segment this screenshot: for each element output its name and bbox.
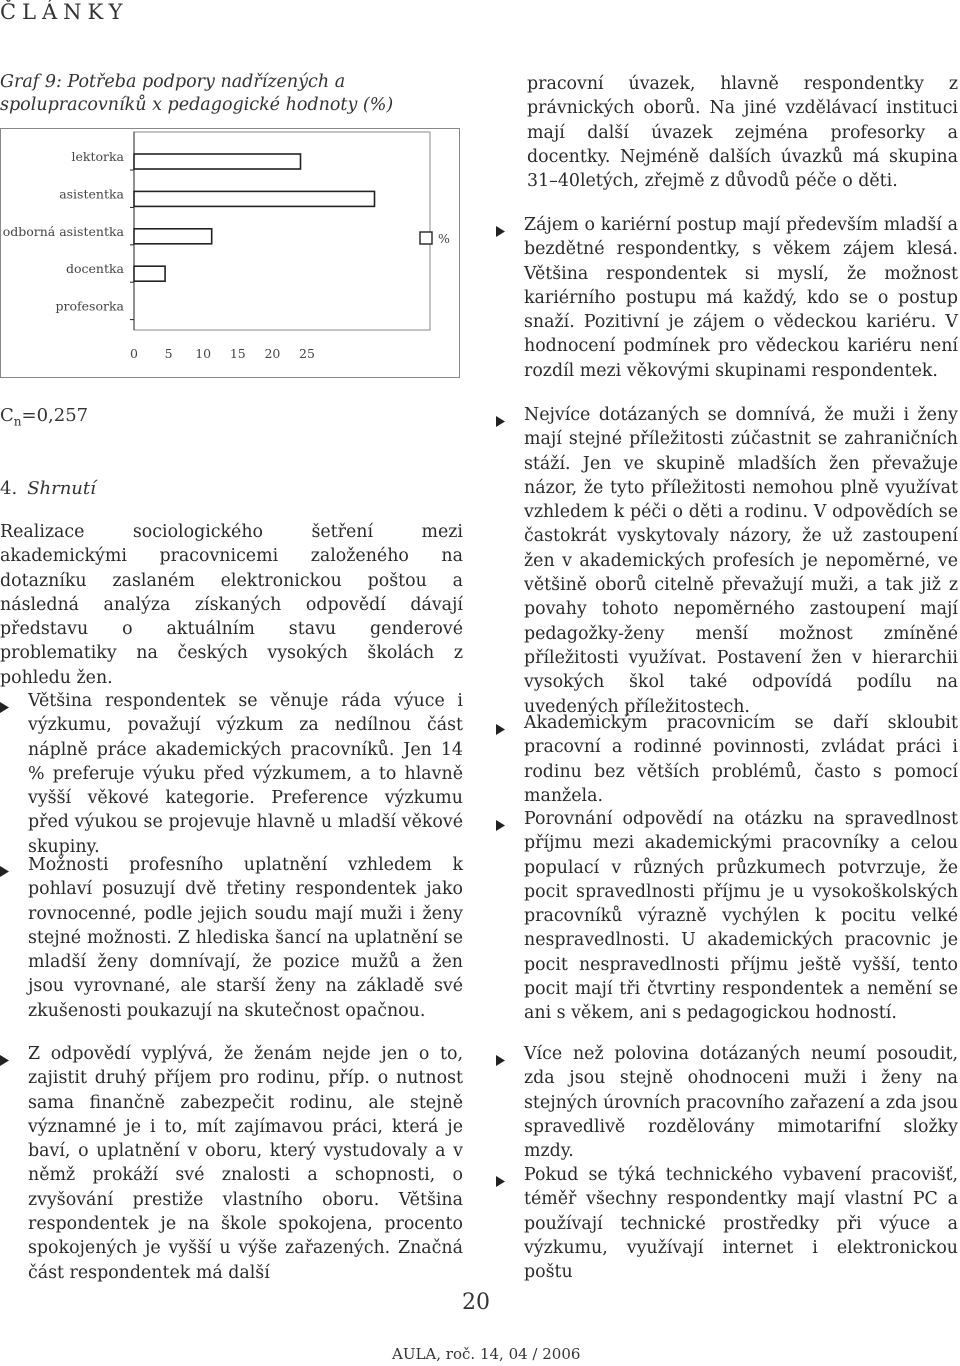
bar-chart-svg bbox=[0, 128, 460, 378]
x-tick-label: 5 bbox=[164, 346, 173, 361]
bullet-text: Porovnání odpovědí na otázku na spravedlnost příjmu mezi akademickými pracovníky a celou populací v různých průzkumech potvrzuje, že pocit spravedlnosti příjmu je u vysokoškolských pracovníků výrazně vychýlen k pocitu velké nespravedlnosti. U akademických pracovnic je pocit nespravedlnosti příjmu ještě vyšší, tento pocit mají tři čtvrtiny respondentek a nemění se ani s věkem, ani s pedagogickou hodností. bbox=[524, 809, 958, 1024]
category-label: odborná asistentka bbox=[2, 223, 124, 239]
bar bbox=[134, 154, 301, 169]
footer: AULA, roč. 14, 04 / 2006 bbox=[392, 1345, 581, 1363]
section-number: 4. bbox=[0, 478, 18, 499]
section-header: ČLÁNKY bbox=[0, 0, 129, 24]
bullet-icon bbox=[496, 1049, 505, 1060]
bar bbox=[134, 191, 375, 206]
bar bbox=[134, 266, 165, 281]
list-item bbox=[496, 403, 958, 719]
list-item bbox=[0, 1042, 463, 1285]
list-item bbox=[496, 1163, 958, 1284]
bullet-text: Z odpovědí vyplývá, že ženám nejde jen o to, zajistit druhý příjem pro rodinu, příp. o nutnost sama finančně zabezpečit rodinu, ale stejně významné je i to, mít zajímavou práci, která je baví, o uplatnění v oboru, který vystudovaly a v němž prokáží své znalosti a schopnosti, o zvyšování prestiže vlastního oboru. Většina respondentek je na škole spokojena, procento spokojených je vyšší u výše zařazených. Značná část respondentek má další bbox=[28, 1044, 463, 1283]
list-item bbox=[496, 213, 958, 383]
category-label: profesorka bbox=[55, 298, 124, 314]
cn-base: C bbox=[0, 405, 14, 426]
bullet-icon bbox=[496, 1170, 505, 1181]
list-item bbox=[0, 853, 463, 1023]
contingency-coefficient bbox=[0, 405, 88, 429]
page-number: 20 bbox=[462, 1290, 490, 1315]
legend-label: % bbox=[438, 231, 450, 246]
x-tick-label: 0 bbox=[130, 346, 138, 361]
bar bbox=[134, 229, 212, 244]
x-tick-label: 10 bbox=[195, 346, 212, 361]
cn-subscript: n bbox=[13, 414, 22, 429]
bullet-icon bbox=[0, 860, 9, 871]
x-tick-label: 15 bbox=[229, 346, 246, 361]
list-item bbox=[496, 807, 958, 1026]
continued-paragraph: pracovní úvazek, hlavně respondentky z právnických oborů. Na jiné vzdělávací instituci mají další úvazek zejména profesorky a docentky. Nejméně dalších úvazků má skupina 31–40letých, zřejmě z důvodů péče o děti. bbox=[527, 74, 958, 192]
bar-chart bbox=[0, 128, 460, 378]
bullet-icon bbox=[496, 220, 505, 231]
bullet-icon bbox=[496, 814, 505, 825]
section-title: Shrnutí bbox=[27, 478, 96, 499]
category-label: docentka bbox=[65, 261, 124, 277]
bullet-icon bbox=[0, 1049, 9, 1060]
bullet-text: Možnosti profesního uplatnění vzhledem k pohlaví posuzují dvě třetiny respondentek jako rovnocenné, podle jejich soudu mají muži i ženy stejné možnosti. Z hlediska šancí na uplatnění se mladší ženy domnívají, že pozice mužů a žen jsou vyrovnané, ale starší ženy na základě své zkušenosti poukazují na skutečnost opačnou. bbox=[28, 855, 463, 1021]
list-item bbox=[0, 689, 463, 859]
cn-value: =0,257 bbox=[21, 405, 89, 426]
x-tick-label: 25 bbox=[299, 346, 315, 361]
category-label: asistentka bbox=[59, 186, 124, 202]
bullet-text: Zájem o kariérní postup mají především mladší a bezdětné respondentky, s věkem zájem klesá. Většina respondentek si myslí, že možnost kariérního postupu má každý, kdo se o postup snaží. Pozitivní je zájem o vědeckou kariéru. V hodnocení podmínek pro vědeckou kariéru není rozdíl mezi věkovými skupinami respondentek. bbox=[524, 215, 958, 381]
x-tick-label: 20 bbox=[264, 346, 281, 361]
bullet-text: Nejvíce dotázaných se domnívá, že muži i ženy mají stejné příležitosti zúčastnit se zahraničních stáží. Jen ve skupině mladších žen převažuje názor, že tyto příležitosti nemohou plně využívat vzhledem k péči o děti a rodinu. V odpovědích se častokrát vyskytovaly názory, že už zastoupení žen v akademických profesích je nepoměrné, ve většině oborů citelně převažují muži, a tak již z povahy tohoto nepoměrného zastoupení mají pedagožky-ženy menší možnost zmíněné příležitosti využívat. Postavení žen v hierarchii vysokých škol také odpovídá podílu na uvedených příležitostech. bbox=[524, 405, 958, 717]
bullet-text: Akademickým pracovnicím se daří skloubit pracovní a rodinné povinnosti, zvládat práci i rodinu bez větších problémů, často s pomocí manžela. bbox=[524, 713, 958, 806]
section-heading bbox=[0, 478, 96, 499]
bullet-text: Většina respondentek se věnuje ráda výuce i výzkumu, považují výzkum za nedílnou část náplně práce akademických pracovníků. Jen 14 % preferuje výuku před výzkumem, a to hlavně vyšší věkové kategorie. Preference výzkumu před výukou se projevuje hlavně u mladší věkové skupiny. bbox=[28, 691, 463, 857]
bullet-icon bbox=[496, 410, 505, 421]
list-item bbox=[496, 711, 958, 808]
lead-paragraph: Realizace sociologického šetření mezi akademickými pracovnicemi založeného na dotazníku zaslaném elektronickou poštou a následná analýza získaných odpovědí dávají představu o aktuálním stavu genderové problematiky na českých vysokých školách z pohledu žen. bbox=[0, 522, 463, 688]
list-item bbox=[496, 1042, 958, 1163]
chart-title: Graf 9: Potřeba podpory nadřízených a spolupracovníků x pedagogické hodnoty (%) bbox=[0, 72, 394, 115]
legend-swatch bbox=[420, 232, 432, 244]
bullet-text: Více než polovina dotázaných neumí posoudit, zda jsou stejně ohodnoceni muži i ženy na stejných úrovních pracovního zařazení a zda jsou spravedlivě rozdělovány mimotarifní složky mzdy. bbox=[524, 1044, 958, 1162]
bullet-icon bbox=[496, 718, 505, 729]
bullet-icon bbox=[0, 696, 9, 707]
category-label: lektorka bbox=[71, 149, 124, 164]
bullet-text: Pokud se týká technického vybavení pracovišť, téměř všechny respondentky mají vlastní PC a používají technické prostředky při výuce a výzkumu, využívají internet i elektronickou poštu bbox=[524, 1165, 958, 1283]
